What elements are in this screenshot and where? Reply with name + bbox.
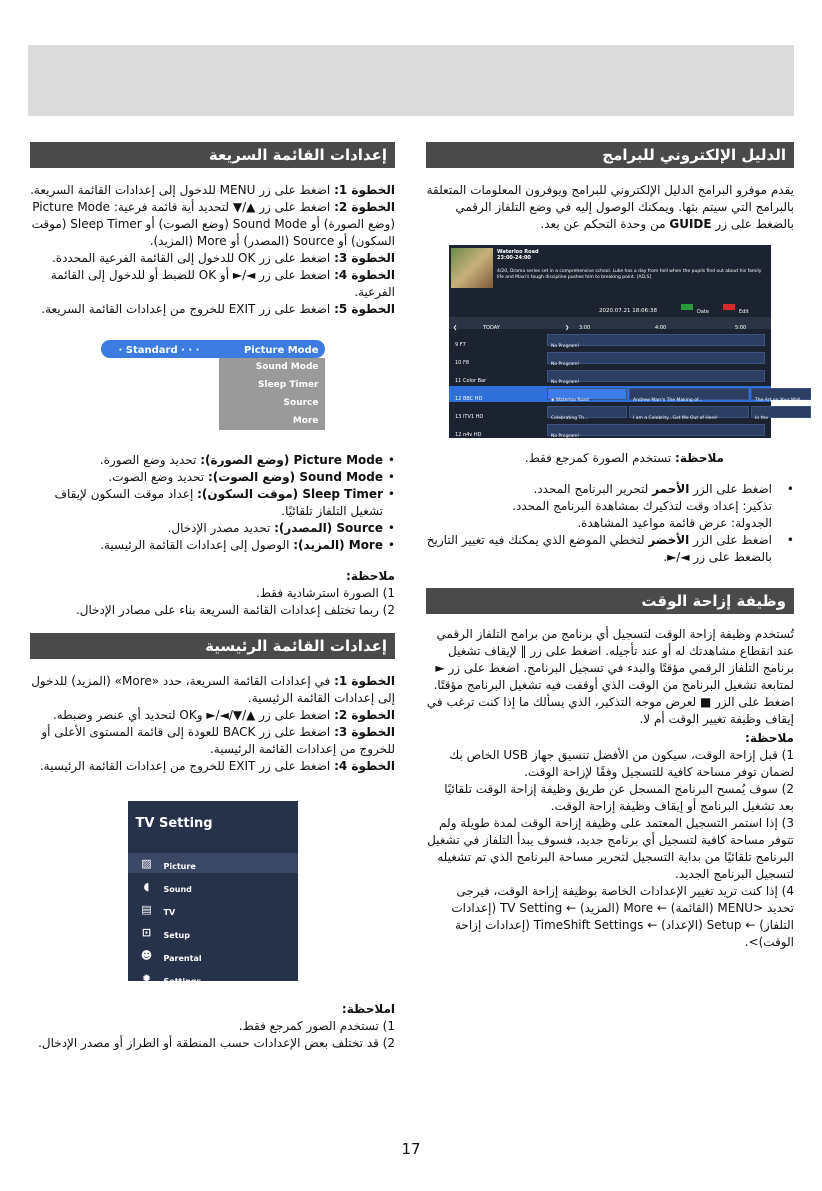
program-cell[interactable]: The Art on Your Wall bbox=[751, 388, 811, 400]
menu-item[interactable]: More bbox=[219, 412, 325, 430]
tv-menu-item[interactable] bbox=[128, 899, 298, 919]
timeshift-note-2: 2) سوف يُمسح البرنامج المسجل عن طريق وظيفة إزاحة الوقت تلقائيًا بعد تشغيل البرنامج أو إيقاف وظيفة إزاحة الوقت. bbox=[444, 782, 794, 813]
tv-setting-title: TV Setting bbox=[135, 816, 213, 831]
green-key-icon bbox=[681, 304, 693, 310]
main-step: الخطوة 4: اضغط على زر EXIT للخروج من إعدادات القائمة الرئيسية. bbox=[39, 759, 395, 773]
tv-menu-item[interactable] bbox=[128, 945, 298, 965]
tv-menu-label: Sound bbox=[163, 885, 192, 894]
chevron-right-icon[interactable]: ❯ bbox=[565, 325, 570, 331]
quick-menu-screenshot bbox=[101, 340, 325, 432]
time-slot: 4:00 bbox=[655, 325, 667, 331]
settings-icon: ✹ bbox=[141, 971, 152, 985]
timeshift-intro: تُستخدم وظيفة إزاحة الوقت لتسجيل أي برنامج من برامج التلفاز الرقمي عند انقطاع مشاهدتك له أو عند تأجيله. اضغط على زر ‖ لإيقاف تشغيل برنامج التلفاز الرقمي مؤقتًا والبدء في تسجيل البرنامج. اضغط على زر ► لمتابعة تشغيل البرنامج من الوقت الذي أوقفت فيه تشغيل البرنامج مؤقتًا. اضغط على الزر ■ لعرض موجه التذكير، الذي يسألك ما إذا كنت ترغب في إيقاف وظيفة تغيير الوقت أم لا. bbox=[426, 627, 794, 726]
main-note-label: املاحظة: bbox=[341, 1002, 395, 1016]
tv-menu-item[interactable] bbox=[128, 853, 298, 873]
epg-intro: يقدم موفرو البرامج الدليل الإلكتروني للبرامج ويوفرون المعلومات المتعلقة بالبرامج التي سيتم بثها. ويمكنك الوصول إليه في وضع التلفاز الرقمي بالضغط على زر GUIDE من وحدة التحكم عن بعد. bbox=[426, 183, 794, 231]
left-column bbox=[30, 142, 395, 1052]
picture-mode-row[interactable] bbox=[101, 340, 325, 358]
menu-item[interactable]: Source bbox=[219, 394, 325, 412]
main-note-1: 1) تستخدم الصور كمرجع فقط. bbox=[238, 1019, 395, 1033]
header-band bbox=[28, 45, 794, 116]
tv-menu-label: TV bbox=[163, 908, 176, 917]
tv-menu-label: Settings bbox=[163, 977, 202, 986]
quick-note-2: 2) ربما تختلف إعدادات القائمة السريعة بناء على مصادر الإدخال. bbox=[75, 603, 395, 617]
program-cell[interactable]: Celebrating Th... bbox=[547, 406, 627, 418]
quick-bullets bbox=[30, 452, 395, 554]
picture-mode-value: · Standard · · · bbox=[118, 345, 200, 356]
channel-name: 9 F7 bbox=[455, 342, 466, 348]
quick-bullet: • Sound Mode (وضع الصوت): تحديد وضع الصوت. bbox=[30, 469, 395, 486]
tv-menu-item[interactable] bbox=[128, 968, 298, 988]
quick-bullet: • Sleep Timer (موقت السكون): إعداد موقت السكون لإيقاف تشغيل التلفاز تلقائيًا. bbox=[30, 486, 395, 520]
epg-timeline-header bbox=[449, 317, 771, 329]
quick-bullet: • Picture Mode (وضع الصورة): تحديد وضع الصورة. bbox=[30, 452, 395, 469]
program-cell[interactable]: I am a Celebrity...Get Me Out of Here! bbox=[629, 406, 749, 418]
program-cell[interactable]: ◈ Waterloo Road bbox=[547, 388, 627, 400]
quick-bullet: • Source (المصدر): تحديد مصدر الإدخال. bbox=[30, 520, 395, 537]
quick-steps bbox=[30, 182, 395, 318]
program-cell[interactable]: Andrew Marr's The Making of... bbox=[629, 388, 749, 400]
quick-note-1: 1) الصورة استرشادية فقط. bbox=[256, 586, 395, 600]
main-heading: إعدادات القائمة الرئيسية bbox=[30, 633, 395, 659]
tv-icon: ▤ bbox=[141, 902, 152, 916]
channel-name: 10 F8 bbox=[455, 360, 470, 366]
epg-channel-row[interactable] bbox=[449, 332, 771, 348]
epg-date: 2020.07.21 18:06:38 bbox=[599, 308, 657, 314]
main-steps bbox=[30, 673, 395, 775]
time-slot: 3:00 bbox=[579, 325, 591, 331]
program-cell[interactable]: No Program! bbox=[547, 424, 765, 436]
red-key-icon bbox=[723, 304, 735, 310]
program-cell[interactable]: No Program! bbox=[547, 334, 765, 346]
menu-item: Picture Mode bbox=[243, 345, 319, 356]
timeshift-note-1: 1) قبل إزاحة الوقت، سيكون من الأفضل تنسيق جهاز USB الخاص بك لضمان توفر مساحة كافية للتسجيل وفقًا لإزاحة الوقت. bbox=[449, 748, 794, 779]
parental-icon: ☻ bbox=[140, 948, 153, 962]
setup-icon: ⊡ bbox=[141, 925, 152, 939]
quick-step: الخطوة 3: اضغط على زر OK للدخول إلى القائمة الفرعية المحددة. bbox=[51, 251, 395, 265]
tv-menu-label: Parental bbox=[163, 954, 202, 963]
program-description: 4/20, Drama series set in a comprehensive school. Luke has a day from hell when the pupils find out about his family life and Maxi's tough discipline pushes him to breaking point. [AD,S] bbox=[497, 269, 762, 280]
quick-step: الخطوة 4: اضغط على زر ◄/► أو OK للضبط أو للدخول إلى القائمة الفرعية. bbox=[50, 268, 395, 299]
green-key-label: Date bbox=[697, 309, 709, 315]
right-column bbox=[426, 142, 801, 951]
menu-item[interactable]: Sleep Timer bbox=[219, 376, 325, 394]
program-time: 23:00-24:00 bbox=[497, 255, 531, 261]
channel-name: 12 n4v HD bbox=[455, 432, 482, 438]
main-note-2: 2) قد تختلف بعض الإعدادات حسب المنطقة أو الطراز أو مصدر الإدخال. bbox=[38, 1036, 395, 1050]
epg-heading: الدليل الإلكتروني للبرامج bbox=[426, 142, 794, 168]
quick-heading: إعدادات القائمة السريعة bbox=[30, 142, 395, 168]
timeshift-note-label: ملاحظة: bbox=[745, 731, 794, 745]
red-key-label: Edit bbox=[739, 309, 749, 315]
tv-menu-item[interactable] bbox=[128, 876, 298, 896]
program-title: Waterloo Road bbox=[497, 249, 539, 255]
picture-icon: ▨ bbox=[141, 856, 152, 870]
epg-note: ملاحظة: تستخدم الصورة كمرجع فقط. bbox=[524, 451, 724, 465]
menu-item[interactable]: Sound Mode bbox=[219, 358, 325, 376]
page-number: 17 bbox=[401, 1140, 421, 1158]
tv-menu-item[interactable] bbox=[128, 922, 298, 942]
epg-channel-row[interactable] bbox=[449, 368, 771, 384]
program-cell[interactable]: No Program! bbox=[547, 370, 765, 382]
timeshift-note-3: 3) إذا استمر التسجيل المعتمد على وظيفة إزاحة الوقت لمدة طويلة ولم تتوفر مساحة كافية لتسجيل أي برنامج جديد، فسوف يبدأ التلفاز في تشغيل البرنامج تلقائيًا من بداية التسجيل لتحرير مساحة البرنامج الذي تم تشغيله لتسجيل البرنامج الجديد. bbox=[427, 816, 794, 881]
epg-green-bullet: • اضغط على الزر الأخضر لتخطي الموضع الذي يمكنك فيه تغيير التاريخ بالضغط على زر ◄/►. bbox=[426, 532, 794, 566]
sound-icon: ◖ bbox=[143, 879, 150, 893]
tv-menu-label: Picture bbox=[163, 862, 196, 871]
tv-setting-screenshot bbox=[128, 801, 298, 986]
timeshift-note-4: 4) إذا كنت تريد تغيير الإعدادات الخاصة بوظيفة إزاحة الوقت، فيرجى تحديد <MENU (القائمة) ← More (المزيد) ← TV Setting (إعدادات التلفاز) ← Setup (الإعداد) ← TimeShift Settings (إعدادات إزاحة الوقت)>. bbox=[451, 884, 794, 949]
main-step: الخطوة 1: في إعدادات القائمة السريعة، حدد «More» (المزيد) للدخول إلى إعدادات القائمة الرئيسية. bbox=[31, 674, 395, 705]
epg-channel-row[interactable] bbox=[449, 422, 771, 438]
timeshift-heading: وظيفة إزاحة الوقت bbox=[426, 588, 794, 614]
channel-name: 11 Color Bar bbox=[455, 378, 487, 384]
quick-step: الخطوة 2: اضغط على زر ▲/▼ لتحديد أية قائمة فرعية: Picture Mode (وضع الصورة) أو Sound Mode (وضع الصوت) أو Sleep Timer (موقت السكون) أو Source (المصدر) أو More (المزيد). bbox=[31, 200, 395, 248]
program-cell[interactable]: In the bbox=[751, 406, 811, 418]
channel-name: 13 ITV1 HD bbox=[455, 414, 484, 420]
today-label: TODAY bbox=[483, 325, 500, 331]
tv-menu-label: Setup bbox=[163, 931, 190, 940]
quick-step: الخطوة 1: اضغط على زر MENU للدخول إلى إعدادات القائمة السريعة. bbox=[30, 183, 395, 197]
quick-bullet: • More (المزيد): الوصول إلى إعدادات القائمة الرئيسية. bbox=[30, 537, 395, 554]
quick-step: الخطوة 5: اضغط على زر EXIT للخروج من إعدادات القائمة السريعة. bbox=[41, 302, 395, 316]
epg-red-bullet: • اضغط على الزر الأحمر لتحرير البرنامج المحدد. تذكير: إعداد وقت لتذكيرك بمشاهدة البرنامج المحدد. الجدولة: عرض قائمة مواعيد المشاهدة. bbox=[426, 481, 794, 532]
main-step: الخطوة 3: اضغط على زر BACK للعودة إلى قائمة المستوى الأعلى أو للخروج من إعدادات القائمة الرئيسية. bbox=[41, 725, 395, 756]
epg-channel-row[interactable] bbox=[449, 386, 801, 403]
channel-name: 12 BBC HD bbox=[455, 396, 483, 402]
program-cell[interactable]: No Program! bbox=[547, 352, 765, 364]
epg-channel-row[interactable] bbox=[449, 404, 771, 420]
epg-channel-row[interactable] bbox=[449, 350, 771, 366]
quick-note-label: ملاحظة: bbox=[346, 569, 395, 583]
main-step: الخطوة 2: اضغط على زر ▲/▼/◄/► وOK لتحديد أي عنصر وضبطه. bbox=[52, 708, 395, 722]
chevron-left-icon[interactable]: ❮ bbox=[453, 325, 458, 331]
program-thumbnail bbox=[451, 248, 493, 288]
epg-screenshot bbox=[449, 245, 801, 439]
time-slot: 5:00 bbox=[735, 325, 747, 331]
